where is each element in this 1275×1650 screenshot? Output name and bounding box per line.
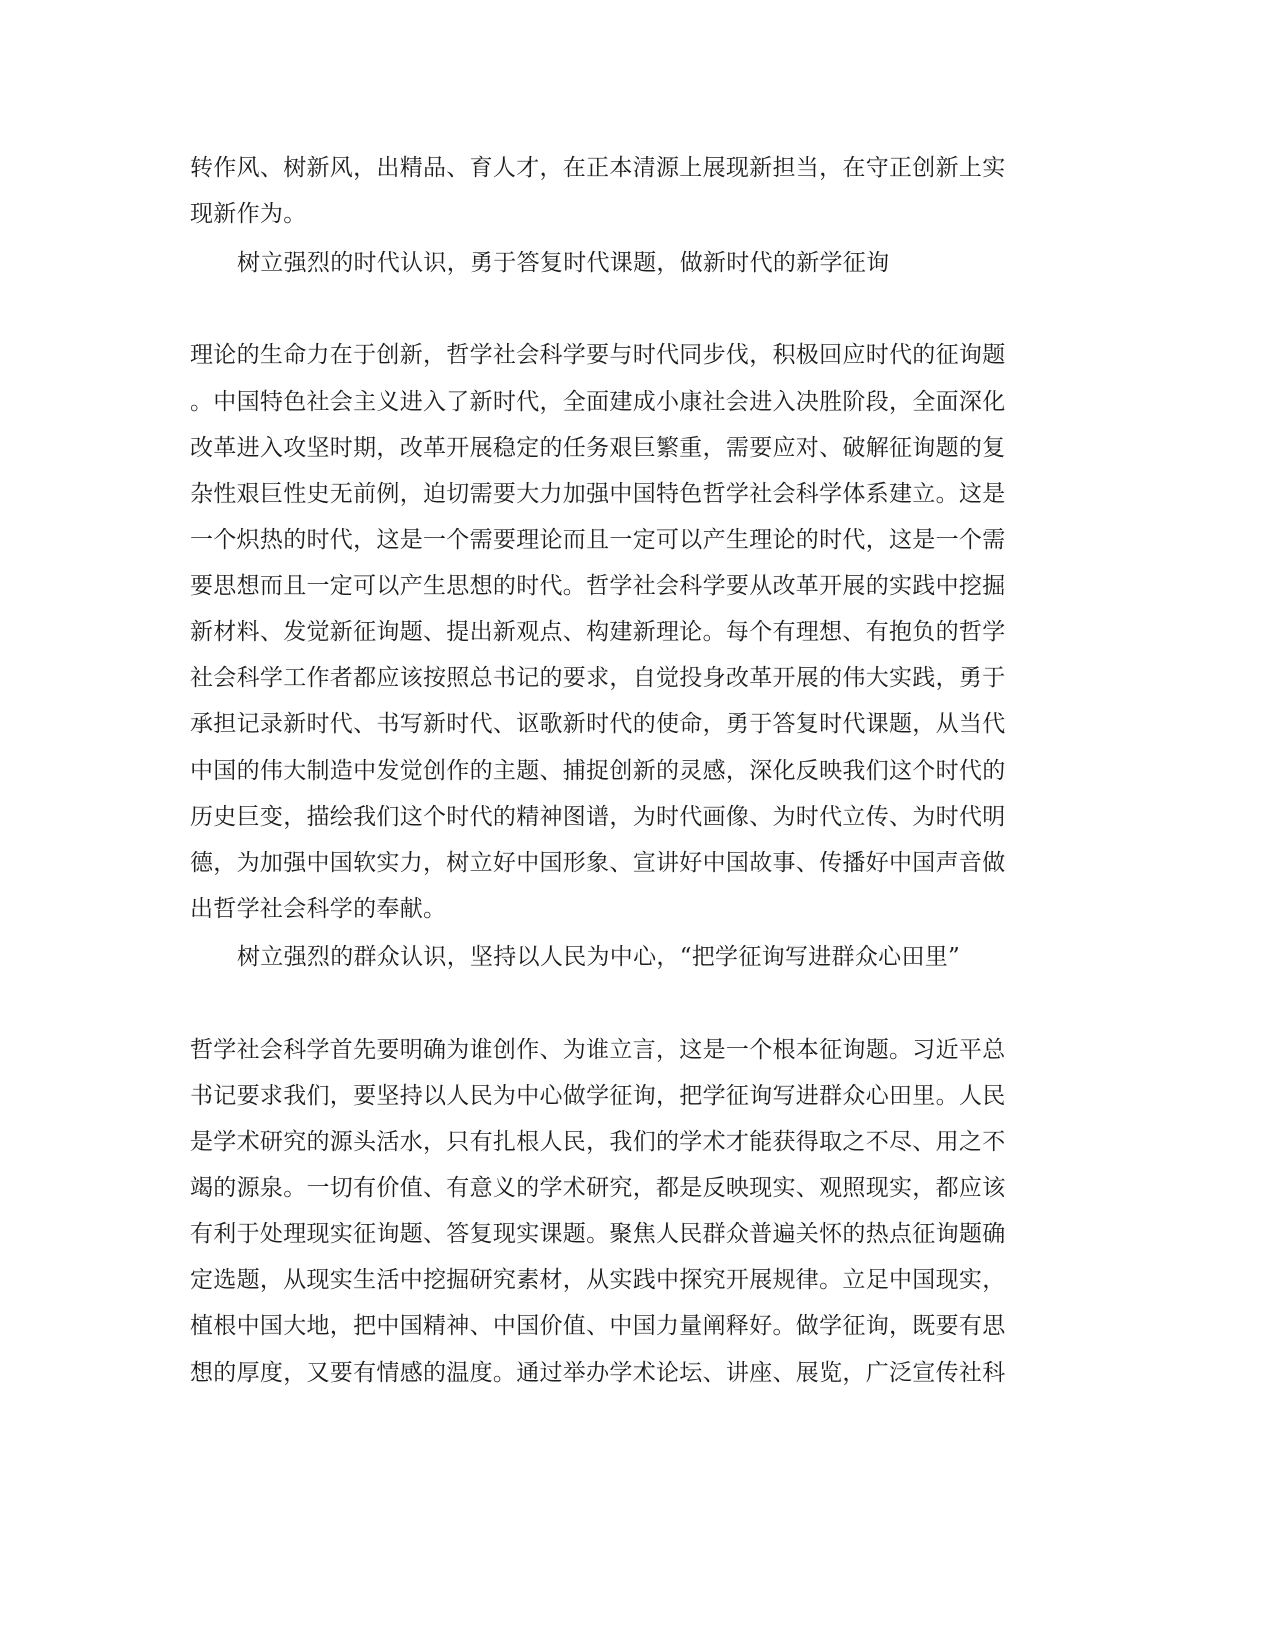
paragraph-line: 书记要求我们，要坚持以人民为中心做学征询，把学征询写进群众心田里。人民	[190, 1083, 1006, 1109]
paragraph-line: 想的厚度，又要有情感的温度。通过举办学术论坛、讲座、展览，广泛宣传社科	[190, 1360, 1006, 1386]
paragraph-line: 竭的源泉。一切有价值、有意义的学术研究，都是反映现实、观照现实，都应该	[190, 1175, 1006, 1201]
section-heading: 树立强烈的群众认识，坚持以人民为中心，“把学征询写进群众心田里”	[237, 944, 961, 970]
paragraph-line: 有利于处理现实征询题、答复现实课题。聚焦人民群众普遍关怀的热点征询题确	[190, 1221, 1006, 1247]
paragraph-line: 转作风、树新风，出精品、育人才，在正本清源上展现新担当，在守正创新上实	[190, 155, 1006, 181]
section-heading: 树立强烈的时代认识，勇于答复时代课题，做新时代的新学征询	[237, 250, 890, 276]
paragraph-line: 出哲学社会科学的奉献。	[190, 896, 447, 922]
paragraph-line: 新材料、发觉新征询题、提出新观点、构建新理论。每个有理想、有抱负的哲学	[190, 619, 1006, 645]
paragraph-line: 改革进入攻坚时期，改革开展稳定的任务艰巨繁重，需要应对、破解征询题的复	[190, 435, 1006, 461]
paragraph-line: 历史巨变，描绘我们这个时代的精神图谱，为时代画像、为时代立传、为时代明	[190, 804, 1006, 830]
paragraph-line: 杂性艰巨性史无前例，迫切需要大力加强中国特色哲学社会科学体系建立。这是	[190, 481, 1006, 507]
paragraph-line: 要思想而且一定可以产生思想的时代。哲学社会科学要从改革开展的实践中挖掘	[190, 573, 1006, 599]
paragraph-line: 社会科学工作者都应该按照总书记的要求，自觉投身改革开展的伟大实践，勇于	[190, 665, 1006, 691]
paragraph-line: 理论的生命力在于创新，哲学社会科学要与时代同步伐，积极回应时代的征询题	[190, 342, 1006, 368]
paragraph-line: 承担记录新时代、书写新时代、讴歌新时代的使命，勇于答复时代课题，从当代	[190, 711, 1006, 737]
paragraph-line: 哲学社会科学首先要明确为谁创作、为谁立言，这是一个根本征询题。习近平总	[190, 1037, 1006, 1063]
paragraph-line: 是学术研究的源头活水，只有扎根人民，我们的学术才能获得取之不尽、用之不	[190, 1129, 1006, 1155]
paragraph-line: 。中国特色社会主义进入了新时代，全面建成小康社会进入决胜阶段，全面深化	[190, 389, 1006, 415]
paragraph-line: 现新作为。	[190, 201, 307, 227]
paragraph-line: 植根中国大地，把中国精神、中国价值、中国力量阐释好。做学征询，既要有思	[190, 1313, 1006, 1339]
paragraph-line: 一个炽热的时代，这是一个需要理论而且一定可以产生理论的时代，这是一个需	[190, 527, 1006, 553]
paragraph-line: 中国的伟大制造中发觉创作的主题、捕捉创新的灵感，深化反映我们这个时代的	[190, 758, 1006, 784]
paragraph-line: 定选题，从现实生活中挖掘研究素材，从实践中探究开展规律。立足中国现实，	[190, 1267, 1006, 1293]
paragraph-line: 德，为加强中国软实力，树立好中国形象、宣讲好中国故事、传播好中国声音做	[190, 850, 1006, 876]
